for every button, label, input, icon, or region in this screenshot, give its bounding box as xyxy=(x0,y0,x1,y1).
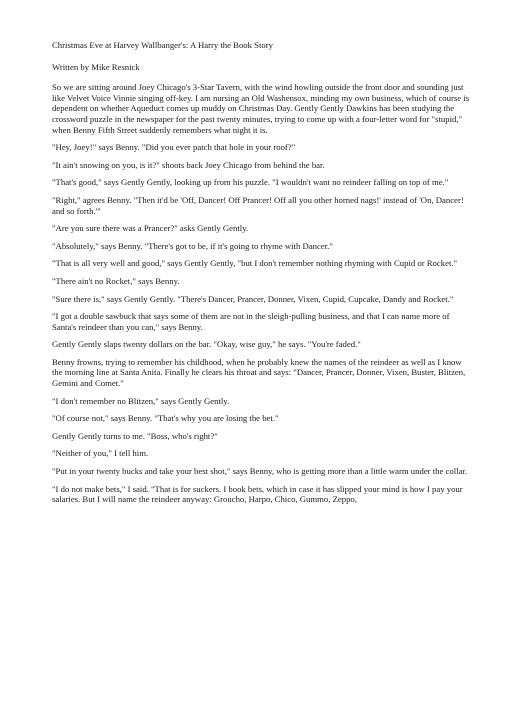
paragraph: Gently Gently slaps twenty dollars on the bar. "Okay, wise guy," he says. "You're faded." xyxy=(52,339,361,350)
paragraph: "Put in your twenty bucks and take your best shot," says Benny, who is getting more than a little warm under the collar. xyxy=(52,466,468,477)
paragraph: Gently Gently turns to me. "Boss, who's right?" xyxy=(52,430,218,441)
paragraph: "That's good," says Gently Gently, looking up from his puzzle. "I wouldn't want no reindeer falling on top of me." xyxy=(52,177,449,188)
paragraph: "Neither of you," I tell him. xyxy=(52,448,149,459)
paragraph: "That is all very well and good," says Gently Gently, "but I don't remember nothing rhyming with Cupid or Rocket." xyxy=(52,258,458,269)
author-byline: Written by Mike Resnick xyxy=(52,61,140,72)
story-title: Christmas Eve at Harvey Wallbanger's: A Harry the Book Story xyxy=(52,40,273,50)
paragraph: Benny frowns, trying to remember his childhood, when he probably knew the names of the reindeer as well as I know the morning line at Santa Anita. Finally he clears his throat and says: "Dancer, Prancer, Donner, Vixen, Buster, Blitzen, Gemini and Comet." xyxy=(52,356,466,389)
paragraph: "Right," agrees Benny. "Then it'd be 'Off, Dancer! Off Prancer! Off all you other horned nags!' instead of 'On, Dancer! and so forth.'" xyxy=(52,194,464,216)
paragraph: "Are you sure there was a Prancer?" asks Gently Gently. xyxy=(52,223,249,234)
paragraph: "Hey, Joey!" says Benny. "Did you ever patch that hole in your roof?" xyxy=(52,142,296,153)
paragraph: "I don't remember no Blitzen," says Gently Gently. xyxy=(52,395,230,406)
paragraph: "Absolutely," says Benny. "There's got to be, if it's going to rhyme with Dancer." xyxy=(52,240,333,251)
paragraph: So we are sitting around Joey Chicago's 3-Star Tavern, with the wind howling outside the front door and sounding just like Velvet Voice Vinnie singing off-key. I am nursing an Old Washensox, minding my own business, which of course is dependent on whether Aqueduct comes up muddy on Christmas Day. Gently Gently Dawkins has been studying the crossword puzzle in the newspaper for the past twenty minutes, trying to come up with a four-letter word for "stupid," when Benny Fifth Street suddenly remembers what night it is. xyxy=(52,82,470,135)
paragraph: "Sure there is," says Gently Gently. "There's Dancer, Prancer, Donner, Vixen, Cupid, Cupcake, Dandy and Rocket." xyxy=(52,293,454,304)
paragraph: "I got a double sawbuck that says some of them are not in the sleigh-pulling business, and that I can name more of Santa's reindeer than you can," says Benny. xyxy=(52,311,450,332)
paragraph: "There ain't no Rocket," says Benny. xyxy=(52,275,180,286)
paragraph: "Of course not," says Benny. "That's why you are losing the bet." xyxy=(52,413,279,424)
paragraph: "It ain't snowing on you, is it?" shoots back Joey Chicago from behind the bar. xyxy=(52,159,325,170)
paragraph: "I do not make bets," I said. "That is for suckers. I book bets, which in case it has slipped your mind is how I pay your salaries. But I will name the reindeer anyway: Groucho, Harpo, Chico, Gummo, Zeppo, xyxy=(52,483,463,505)
